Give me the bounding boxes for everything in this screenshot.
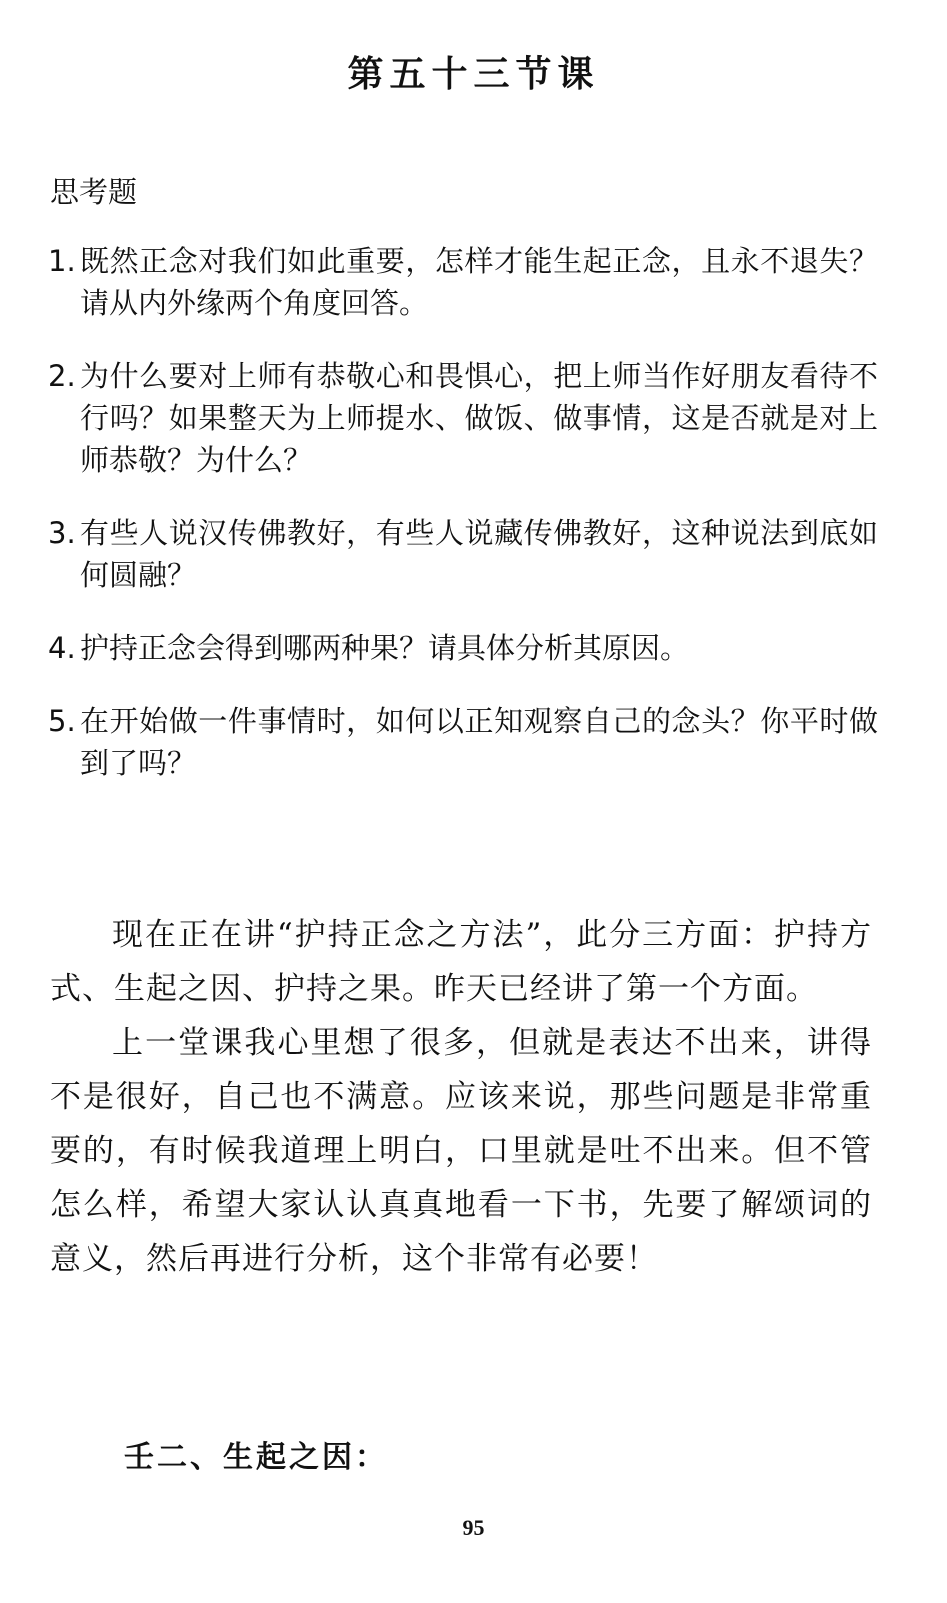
question-item (48, 627, 878, 669)
question-item (48, 700, 878, 784)
question-text: 既然正念对我们如此重要，怎样才能生起正念，且永不退失？请从内外缘两个角度回答。 (80, 244, 878, 320)
question-number: 3. (48, 516, 76, 550)
question-item (48, 240, 878, 324)
lecture-body (50, 908, 872, 1286)
lesson-title: 第五十三节课 (347, 53, 600, 95)
question-item (48, 355, 878, 481)
section-subheading: 壬二、生起之因： (124, 1440, 388, 1475)
question-number: 2. (48, 359, 76, 393)
body-paragraph: 现在正在讲“护持正念之方法”，此分三方面：护持方式、生起之因、护持之果。昨天已经讲了第一个方面。 (50, 917, 872, 1007)
question-list (48, 240, 878, 815)
page-number: 95 (462, 1515, 485, 1540)
question-text: 有些人说汉传佛教好，有些人说藏传佛教好，这种说法到底如何圆融？ (80, 516, 878, 592)
question-number: 1. (48, 244, 76, 278)
question-item (48, 512, 878, 596)
question-number: 5. (48, 704, 76, 738)
question-text: 为什么要对上师有恭敬心和畏惧心，把上师当作好朋友看待不行吗？如果整天为上师提水、做饭、做事情，这是否就是对上师恭敬？为什么？ (80, 359, 878, 477)
questions-heading: 思考题 (50, 175, 138, 209)
question-number: 4. (48, 631, 76, 665)
body-paragraph: 上一堂课我心里想了很多，但就是表达不出来，讲得不是很好，自己也不满意。应该来说，那些问题是非常重要的，有时候我道理上明白，口里就是吐不出来。但不管怎么样，希望大家认认真真地看一下书，先要了解颂词的意义，然后再进行分析，这个非常有必要！ (50, 1025, 872, 1277)
question-text: 护持正念会得到哪两种果？请具体分析其原因。 (80, 631, 690, 665)
question-text: 在开始做一件事情时，如何以正知观察自己的念头？你平时做到了吗？ (80, 704, 878, 780)
